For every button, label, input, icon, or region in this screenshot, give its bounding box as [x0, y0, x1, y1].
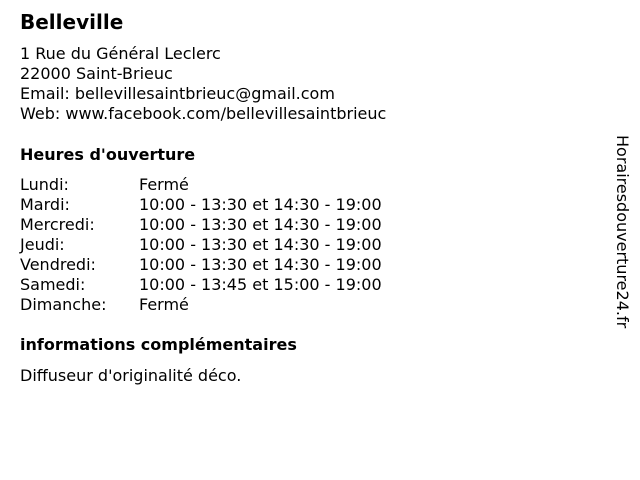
business-name: Belleville	[20, 10, 124, 34]
hours-day-label: Mercredi:	[20, 215, 95, 234]
hours-time-value: Fermé	[139, 175, 189, 194]
hours-day-label: Vendredi:	[20, 255, 96, 274]
hours-time-value: Fermé	[139, 295, 189, 314]
site-watermark: Horairesdouverture24.fr	[613, 135, 632, 329]
email-line: Email: bellevillesaintbrieuc@gmail.com	[20, 84, 335, 103]
hours-time-value: 10:00 - 13:30 et 14:30 - 19:00	[139, 235, 382, 254]
hours-day-label: Mardi:	[20, 195, 70, 214]
opening-hours-heading: Heures d'ouverture	[20, 145, 196, 164]
hours-time-value: 10:00 - 13:30 et 14:30 - 19:00	[139, 255, 382, 274]
hours-day-label: Dimanche:	[20, 295, 107, 314]
hours-day-label: Jeudi:	[20, 235, 65, 254]
additional-info-text: Diffuseur d'originalité déco.	[20, 366, 242, 385]
hours-time-value: 10:00 - 13:30 et 14:30 - 19:00	[139, 195, 382, 214]
web-line: Web: www.facebook.com/bellevillesaintbrieuc	[20, 104, 387, 123]
hours-time-value: 10:00 - 13:30 et 14:30 - 19:00	[139, 215, 382, 234]
hours-day-label: Samedi:	[20, 275, 86, 294]
hours-day-label: Lundi:	[20, 175, 69, 194]
address-line-city: 22000 Saint-Brieuc	[20, 64, 173, 83]
hours-time-value: 10:00 - 13:45 et 15:00 - 19:00	[139, 275, 382, 294]
contact-block	[20, 44, 386, 124]
additional-info-heading: informations complémentaires	[20, 335, 297, 354]
address-line-street: 1 Rue du Général Leclerc	[20, 44, 221, 63]
